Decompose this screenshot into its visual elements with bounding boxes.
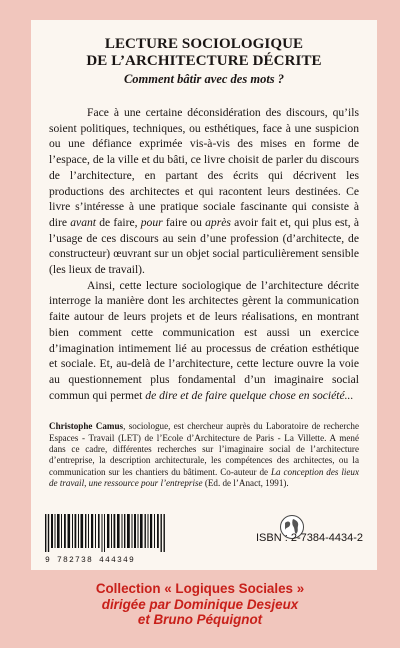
text-run: , sociologue, est chercheur auprès du Laboratoire de recherche Espaces - Travail (LET) de l’Ecole d’Architecture de Paris - La Villette. A mené dans ce cadre, différentes recherches sur l’imaginaire social de l’architecture d’entreprise, la description architecturale, les compétences des architectes, ou la communication sur les chantiers du bâtiment. Co-auteur de — [49, 421, 360, 477]
text-run: Ainsi, cette lecture sociologique de l’architecture décrite interroge la manière dont les architectes gèrent la communication faite autour de leurs projets et de leurs réalisations, en montrant bien comment cette communication est aussi un exercice d’imagination intimement lié au processus de création esthétique et sociale. Et, au-delà de l’architecture, cette lecture ouvre la voie au questionnement plus fondamental d’un imaginaire social commun qui permet — [49, 278, 359, 402]
text-run: Face à une certaine déconsidération des discours, qu’ils soient politiques, techniques, ou esthétiques, face à une suspicion ou une défiance exprimée vis-à-vis des mises en forme de l’espace, de la ville et du bâti, ce livre choisit de parler du discours de l’architecture, en partant des écrits qui décrivent les productions des architectes et qui racontent leurs destinées. Ce livre s’intéresse à une pratique sociale fascinante qui consiste à dire — [49, 106, 359, 229]
isbn-area — [45, 514, 363, 565]
book-subtitle: Comment bâtir avec des mots ? — [123, 72, 285, 86]
collection-name: Collection « Logiques Sociales » — [95, 581, 305, 596]
barcode-icon — [45, 514, 167, 552]
author-name: Christophe Camus — [49, 421, 124, 432]
text-run: de faire, — [96, 215, 141, 229]
text-run-italic: après — [205, 215, 231, 229]
collection-director-1: dirigée par Dominique Desjeux — [101, 596, 299, 612]
author-bio — [49, 421, 359, 489]
title-line-2: DE L’ARCHITECTURE DÉCRITE — [86, 53, 322, 69]
text-run-italic: avant — [70, 215, 97, 229]
text-run-italic: de dire et de faire quelque chose en société... — [145, 388, 354, 402]
barcode-number: 9 782738 444349 — [45, 556, 136, 565]
cover-panel — [31, 20, 377, 570]
text-run: faire ou — [162, 215, 206, 229]
text-run-italic: La conception des lieux de travail, une ressource pour l’entreprise — [49, 466, 359, 488]
title-line-1: LECTURE SOCIOLOGIQUE — [104, 36, 304, 52]
blurb-paragraph-1 — [49, 105, 359, 278]
text-run-italic: pour — [140, 215, 163, 229]
text-run: (Ed. de l’Anact, 1991). — [202, 477, 289, 488]
book-title — [49, 36, 359, 70]
blurb-paragraph-2 — [49, 278, 359, 404]
collection-info — [0, 581, 400, 628]
text-run: avoir fait et, qui plus est, à l’usage de ces discours au sein d’une profession (d’architecte, de constructeur) œuvrant sur un objet social particulièrement sensible (les lieux de travail). — [49, 215, 359, 277]
collection-director-2: et Bruno Péquignot — [137, 612, 263, 628]
isbn-number: ISBN : 2-7384-4434-2 — [255, 532, 363, 544]
blurb — [49, 105, 359, 403]
